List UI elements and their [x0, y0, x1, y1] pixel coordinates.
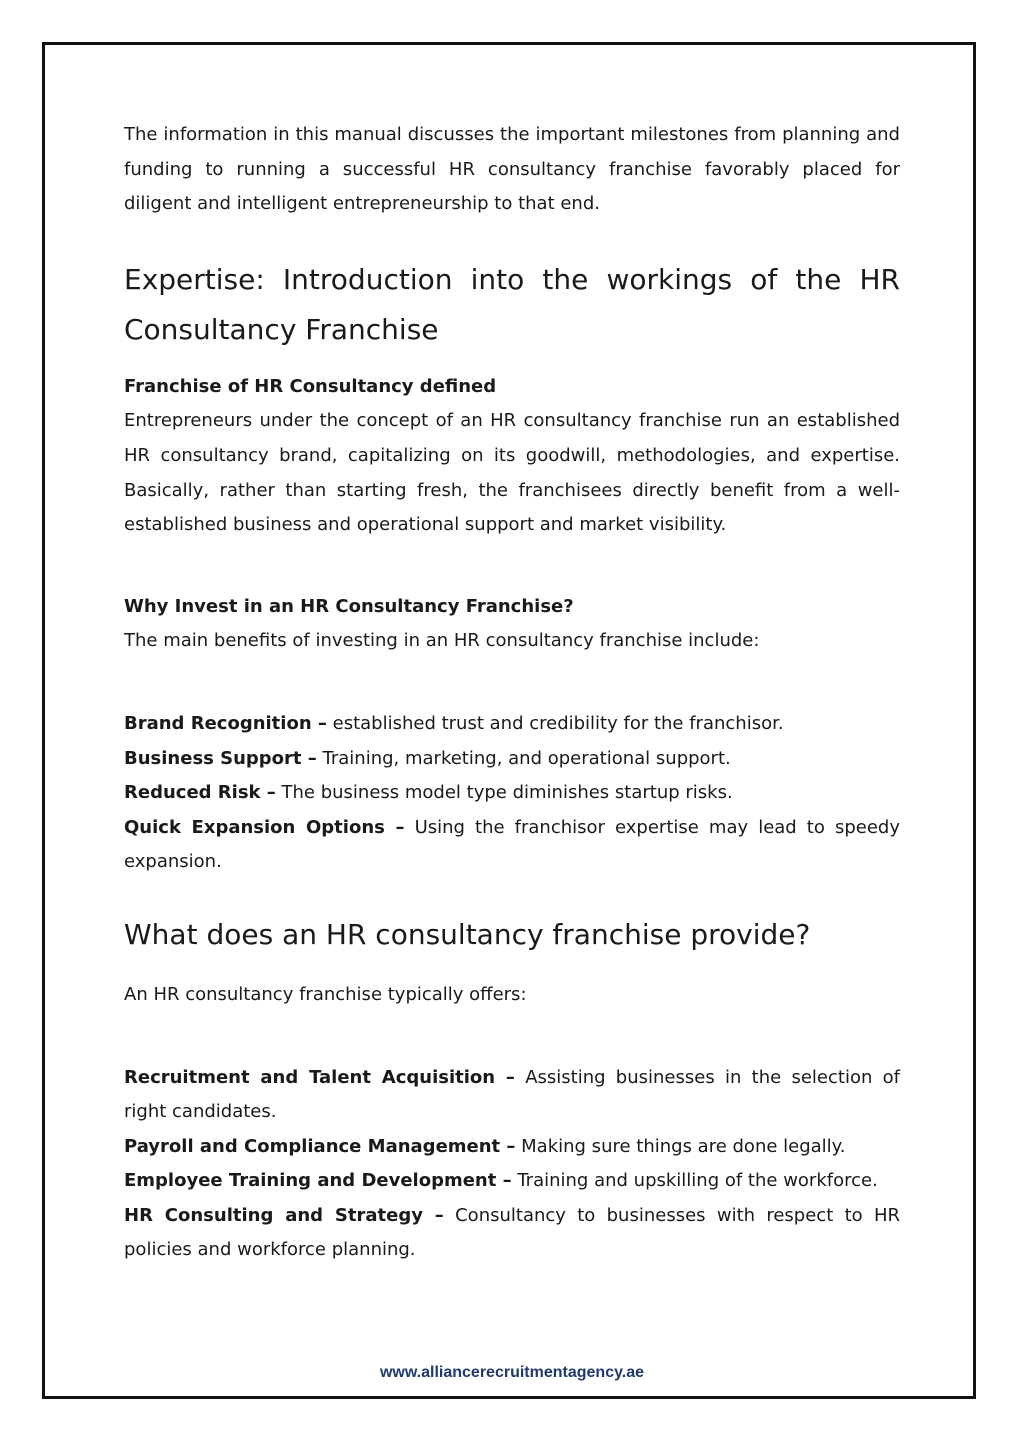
benefit-term: Brand Recognition –	[124, 712, 327, 734]
list-item	[124, 811, 900, 880]
offering-text: Training and upskilling of the workforce.	[511, 1170, 878, 1192]
list-item	[124, 1061, 900, 1130]
benefits-list	[124, 707, 900, 880]
benefit-text: established trust and credibility for the franchisor.	[326, 712, 784, 734]
list-item	[124, 1199, 900, 1268]
benefit-term: Quick Expansion Options –	[124, 816, 405, 838]
offering-text: Making sure things are done legally.	[515, 1135, 846, 1157]
offering-term: Employee Training and Development –	[124, 1170, 512, 1192]
document-body	[124, 118, 900, 1268]
offering-text: Assisting businesses in the selection of right candidates.	[124, 1066, 900, 1123]
offerings-list	[124, 1061, 900, 1269]
intro-paragraph: The information in this manual discusses the important milestones from planning and funding to running a successful HR consultancy franchise favorably placed for diligent and intelligent entrepreneurship to that end.	[124, 124, 900, 215]
franchise-defined-paragraph: Entrepreneurs under the concept of an HR consultancy franchise run an established HR consultancy brand, capitalizing on its goodwill, methodologies, and expertise. Basically, rather than starting fresh, the franchisees directly benefit from a well-established business and operational support and market visibility.	[124, 410, 900, 536]
offering-term: HR Consulting and Strategy –	[124, 1204, 444, 1226]
list-item	[124, 742, 900, 777]
benefit-term: Reduced Risk –	[124, 782, 276, 804]
benefit-text: Using the franchisor expertise may lead to speedy expansion.	[124, 816, 900, 873]
list-item	[124, 1130, 900, 1165]
offering-term: Payroll and Compliance Management –	[124, 1135, 516, 1157]
provide-lead-paragraph: An HR consultancy franchise typically offers:	[124, 983, 527, 1005]
franchise-defined-subheading: Franchise of HR Consultancy defined	[124, 375, 497, 397]
list-item	[124, 776, 900, 811]
list-item	[124, 1164, 900, 1199]
offering-text: Consultancy to businesses with respect to HR policies and workforce planning.	[124, 1204, 901, 1261]
provide-heading: What does an HR consultancy franchise provide?	[124, 917, 811, 951]
footer-website-link[interactable]: www.alliancerecruitmentagency.ae	[379, 1364, 645, 1381]
offering-term: Recruitment and Talent Acquisition –	[124, 1066, 515, 1088]
expertise-heading: Expertise: Introduction into the workings of the HR Consultancy Franchise	[124, 262, 900, 346]
benefit-text: Training, marketing, and operational support.	[316, 747, 731, 769]
list-item	[124, 707, 900, 742]
benefit-text: The business model type diminishes startup risks.	[275, 782, 733, 804]
why-invest-subheading: Why Invest in an HR Consultancy Franchise?	[124, 595, 574, 617]
why-invest-paragraph: The main benefits of investing in an HR consultancy franchise include:	[124, 630, 760, 652]
benefit-term: Business Support –	[124, 747, 317, 769]
